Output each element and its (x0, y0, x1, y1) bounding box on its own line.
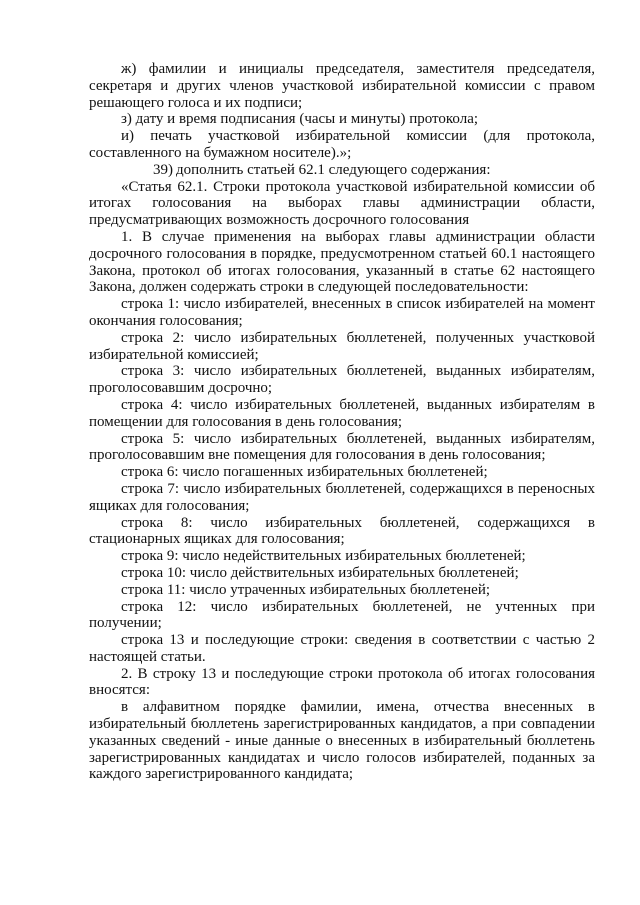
protocol-line-9: строка 9: число недействительных избирательных бюллетеней; (121, 548, 526, 565)
protocol-line-11: строка 11: число утраченных избирательных бюллетеней; (121, 581, 491, 598)
paragraph-zh: ж) фамилии и инициалы председателя, заместителя председателя, секретаря и других членов участковой избирательной комиссии с правом решающего голоса и их подписи; (89, 61, 595, 111)
protocol-line-10: строка 10: число действительных избирательных бюллетеней; (121, 564, 519, 581)
protocol-line-5: строка 5: число избирательных бюллетеней, выданных избирателям, проголосовавшим вне помещения для голосования в день голосования; (89, 430, 595, 464)
article-part-2: 2. В строку 13 и последующие строки протокола об итогах голосования вносятся: (89, 665, 595, 699)
protocol-line-2: строка 2: число избирательных бюллетеней, полученных участковой избирательной комиссией; (89, 329, 595, 363)
protocol-line-1: строка 1: число избирателей, внесенных в список избирателей на момент окончания голосования; (89, 296, 595, 329)
protocol-line-7: строка 7: число избирательных бюллетеней, содержащихся в переносных ящиках для голосования; (89, 480, 595, 514)
article-part-1: 1. В случае применения на выборах главы администрации области досрочного голосования в порядке, предусмотренном статьей 60.1 настоящего Закона, протокол об итогах голосования, указанный в статье 62 настоящего Закона, должен содержать строки в следующей последовательности: (89, 228, 595, 296)
document-page (89, 61, 595, 783)
paragraph-i: и) печать участковой избирательной комиссии (для протокола, составленного на бумажном носителе).»; (89, 128, 595, 161)
protocol-line-12: строка 12: число избирательных бюллетеней, не учтенных при получении; (89, 598, 595, 632)
article-62-1-title: «Статья 62.1. Строки протокола участковой избирательной комиссии об итогах голосования на выборах главы администрации области, предусматривающих возможность досрочного голосования (89, 178, 595, 229)
protocol-line-3: строка 3: число избирательных бюллетеней, выданных избирателям, проголосовавшим досрочно; (89, 363, 595, 397)
protocol-line-13: строка 13 и последующие строки: сведения в соответствии с частью 2 настоящей статьи. (89, 632, 595, 665)
paragraph-z: з) дату и время подписания (часы и минуты) протокола; (121, 111, 479, 128)
candidates-paragraph: в алфавитном порядке фамилии, имена, отчества внесенных в избирательный бюллетень зарегистрированных кандидатов, а при совпадении указанных сведений - иные данные о внесенных в избирательный бюллетень зарегистрированных кандидатах и число голосов избирателей, поданных за каждого зарегистрированного кандидата; (89, 699, 595, 783)
protocol-line-8: строка 8: число избирательных бюллетеней, содержащихся в стационарных ящиках для голосования; (89, 514, 595, 548)
item-39-text: дополнить статьей 62.1 следующего содержания: (176, 161, 491, 178)
item-39 (89, 162, 595, 179)
protocol-line-6: строка 6: число погашенных избирательных бюллетеней; (121, 464, 488, 481)
item-39-number: 39) (153, 161, 173, 178)
protocol-line-4: строка 4: число избирательных бюллетеней, выданных избирателям в помещении для голосования в день голосования; (89, 396, 595, 430)
